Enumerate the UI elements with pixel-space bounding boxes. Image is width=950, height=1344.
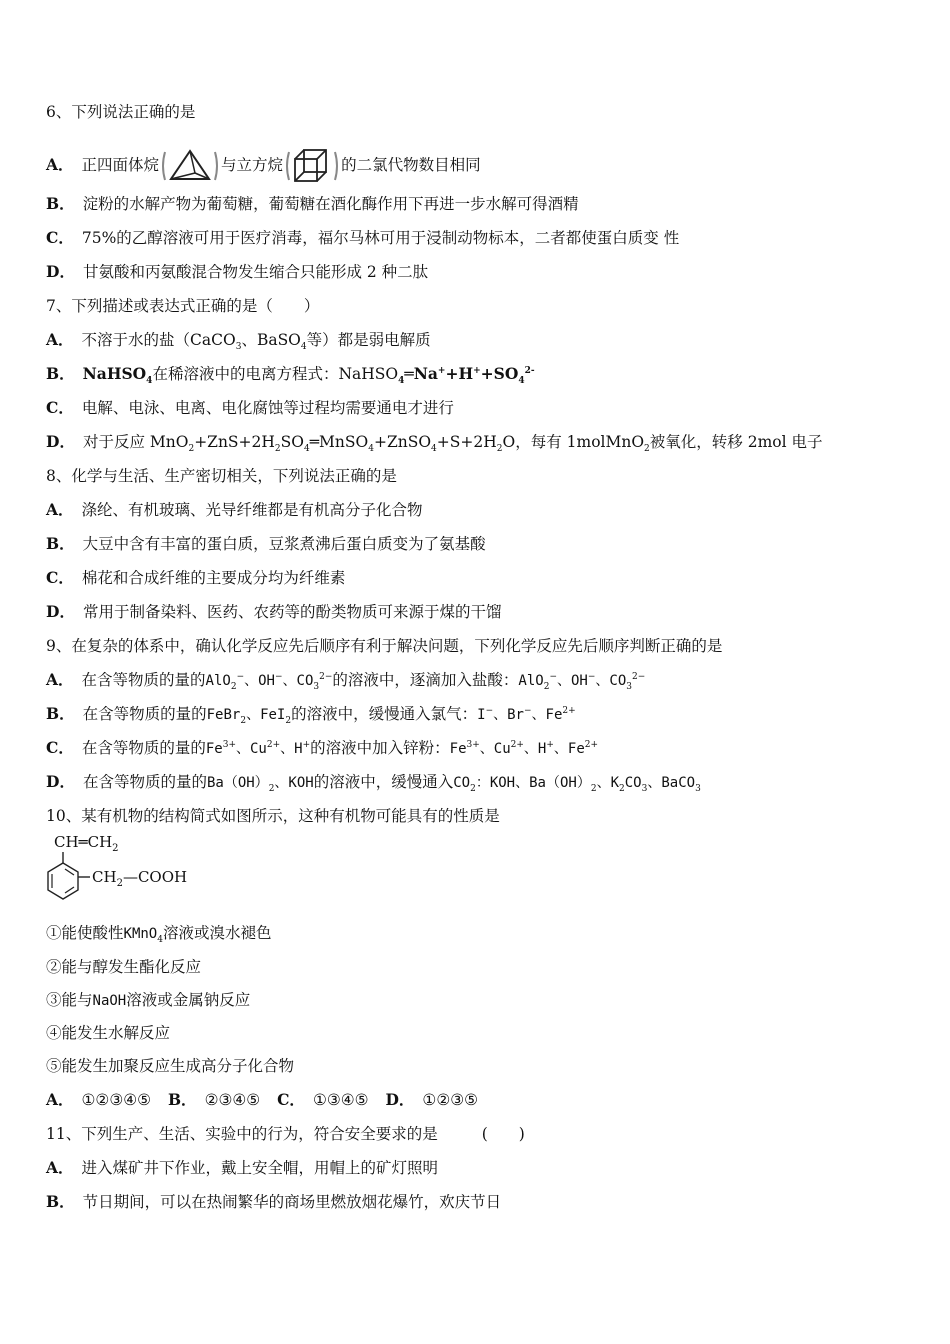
struct-top-sub: 2 <box>112 843 119 854</box>
q8-option-c: C． 棉花和合成纤维的主要成分均为纤维素 <box>46 568 346 587</box>
q10-item-1: ①能使酸性KMnO$_4$溶液或溴水褪色 <box>46 924 272 946</box>
struct-side-sub: 2 <box>116 878 123 889</box>
q10-option-c: ①③④⑤ <box>312 1091 369 1109</box>
q10-item-5: ⑤能发生加聚反应生成高分子化合物 <box>46 1057 295 1075</box>
tetrahedrane-icon <box>159 146 221 186</box>
q11-option-b: B． 节日期间，可以在热闹繁华的商场里燃放烟花爆竹，欢庆节日 <box>46 1192 502 1211</box>
q9-option-b: B． 在含等物质的量的FeBr$_2$、FeI$_2$的溶液中，缓慢通入氯气：I−、Br−、$Fe^{2+}$ <box>46 704 576 727</box>
q8-option-b: B． 大豆中含有丰富的蛋白质，豆浆煮沸后蛋白质变为了氨基酸 <box>46 534 486 553</box>
q6-stem: 6、下列说法正确的是 <box>46 103 196 121</box>
q6-option-d: D． 甘氨酸和丙氨酸混合物发生缩合只能形成 2 种二肽 <box>46 262 429 281</box>
q9-option-d: D． 在含等物质的量的$Ba(OH)_2$、KOH的溶液中，缓慢通入$CO_2$：KOH、$Ba(OH)_2$、$K_2CO_3$、BaCO$_3$ <box>46 772 701 795</box>
q9-stem: 9、在复杂的体系中，确认化学反应先后顺序有利于解决问题，下列化学反应先后顺序判断正确的是 <box>46 637 723 655</box>
q10-option-b: ②③④⑤ <box>204 1091 261 1109</box>
q6-option-b: B． 淀粉的水解产物为葡萄糖，葡萄糖在酒化酶作用下再进一步水解可得酒精 <box>46 194 579 213</box>
svg-text:CH2—COOH: $CH_2—COOH$ <box>92 868 188 889</box>
q6-option-c: C． 75%的乙醇溶液可用于医疗消毒，福尔马林可用于浸制动物标本，二者都使蛋白质变 性 <box>46 228 680 247</box>
q10-item-4: ④能发生水解反应 <box>46 1024 171 1042</box>
svg-text:CH═CH2 <box>54 833 119 854</box>
q6-option-a: A． 正四面体烷 与立方烷 的二氯代物数目相同 <box>46 146 481 186</box>
answer-blank: ( ) <box>481 1125 525 1143</box>
q9-option-c: C． 在含等物质的量的$Fe^{3+}$、$Cu^{2+}$、H+的溶液中加入锌粉：$Fe^{3+}$、$Cu^{2+}$、H+、$Fe^{2+}$ <box>46 738 599 757</box>
q8-option-a: A． 涤纶、有机玻璃、光导纤维都是有机高分子化合物 <box>46 500 423 519</box>
struct-cooh: COOH <box>137 868 188 886</box>
struct-top-group: CH═CH <box>54 833 113 851</box>
q11-option-a: A． 进入煤矿井下作业，戴上安全帽，用帽上的矿灯照明 <box>46 1158 439 1177</box>
q7-stem: 7、下列描述或表达式正确的是（ ） <box>46 297 320 315</box>
q10-option-a: ①②③④⑤ <box>81 1091 152 1109</box>
q9-option-a: A． 在含等物质的量的AlO$_2$−、OH−、$CO_3^{2-}$的溶液中，逐滴加入盐酸：AlO$_2$−、OH−、$CO_3^{2-}$ <box>46 670 646 693</box>
q10-stem: 10、某有机物的结构简式如图所示，这种有机物可能具有的性质是 <box>46 807 500 825</box>
q10-options: A． ①②③④⑤ B． ②③④⑤ C． ①③④⑤ D． ①②③⑤ <box>46 1090 479 1109</box>
q7-option-c: C． 电解、电泳、电离、电化腐蚀等过程均需要通电才进行 <box>46 398 454 417</box>
cubane-icon <box>283 146 341 186</box>
struct-side-group: CH <box>92 868 117 886</box>
q10-item-3: ③能与NaOH溶液或金属钠反应 <box>46 991 251 1009</box>
q11-stem: 11、下列生产、生活、实验中的行为，符合安全要求的是 ( ) <box>46 1125 525 1143</box>
q8-option-d: D． 常用于制备染料、医药、农药等的酚类物质可来源于煤的干馏 <box>46 602 502 621</box>
q10-option-d: ①②③⑤ <box>422 1091 479 1109</box>
q7-option-d: D． 对于反应 $MnO_2+ZnS+2H_2SO_4═MnSO_4+ZnSO_4+S+2H_2O$，每有 1molMnO$_2$被氧化，转移 2mol 电子 <box>46 432 823 455</box>
structural-formula <box>46 832 216 904</box>
q7-option-b: B． NaHSO$_4$在稀溶液中的电离方程式：$NaHSO_4═Na^++H^++SO_4^{2-}$ <box>46 364 535 387</box>
q10-item-2: ②能与醇发生酯化反应 <box>46 958 202 976</box>
q8-stem: 8、化学与生活、生产密切相关，下列说法正确的是 <box>46 467 397 485</box>
q7-option-a: A． 不溶于水的盐（CaCO$_3$、BaSO$_4$等）都是弱电解质 <box>46 330 431 353</box>
